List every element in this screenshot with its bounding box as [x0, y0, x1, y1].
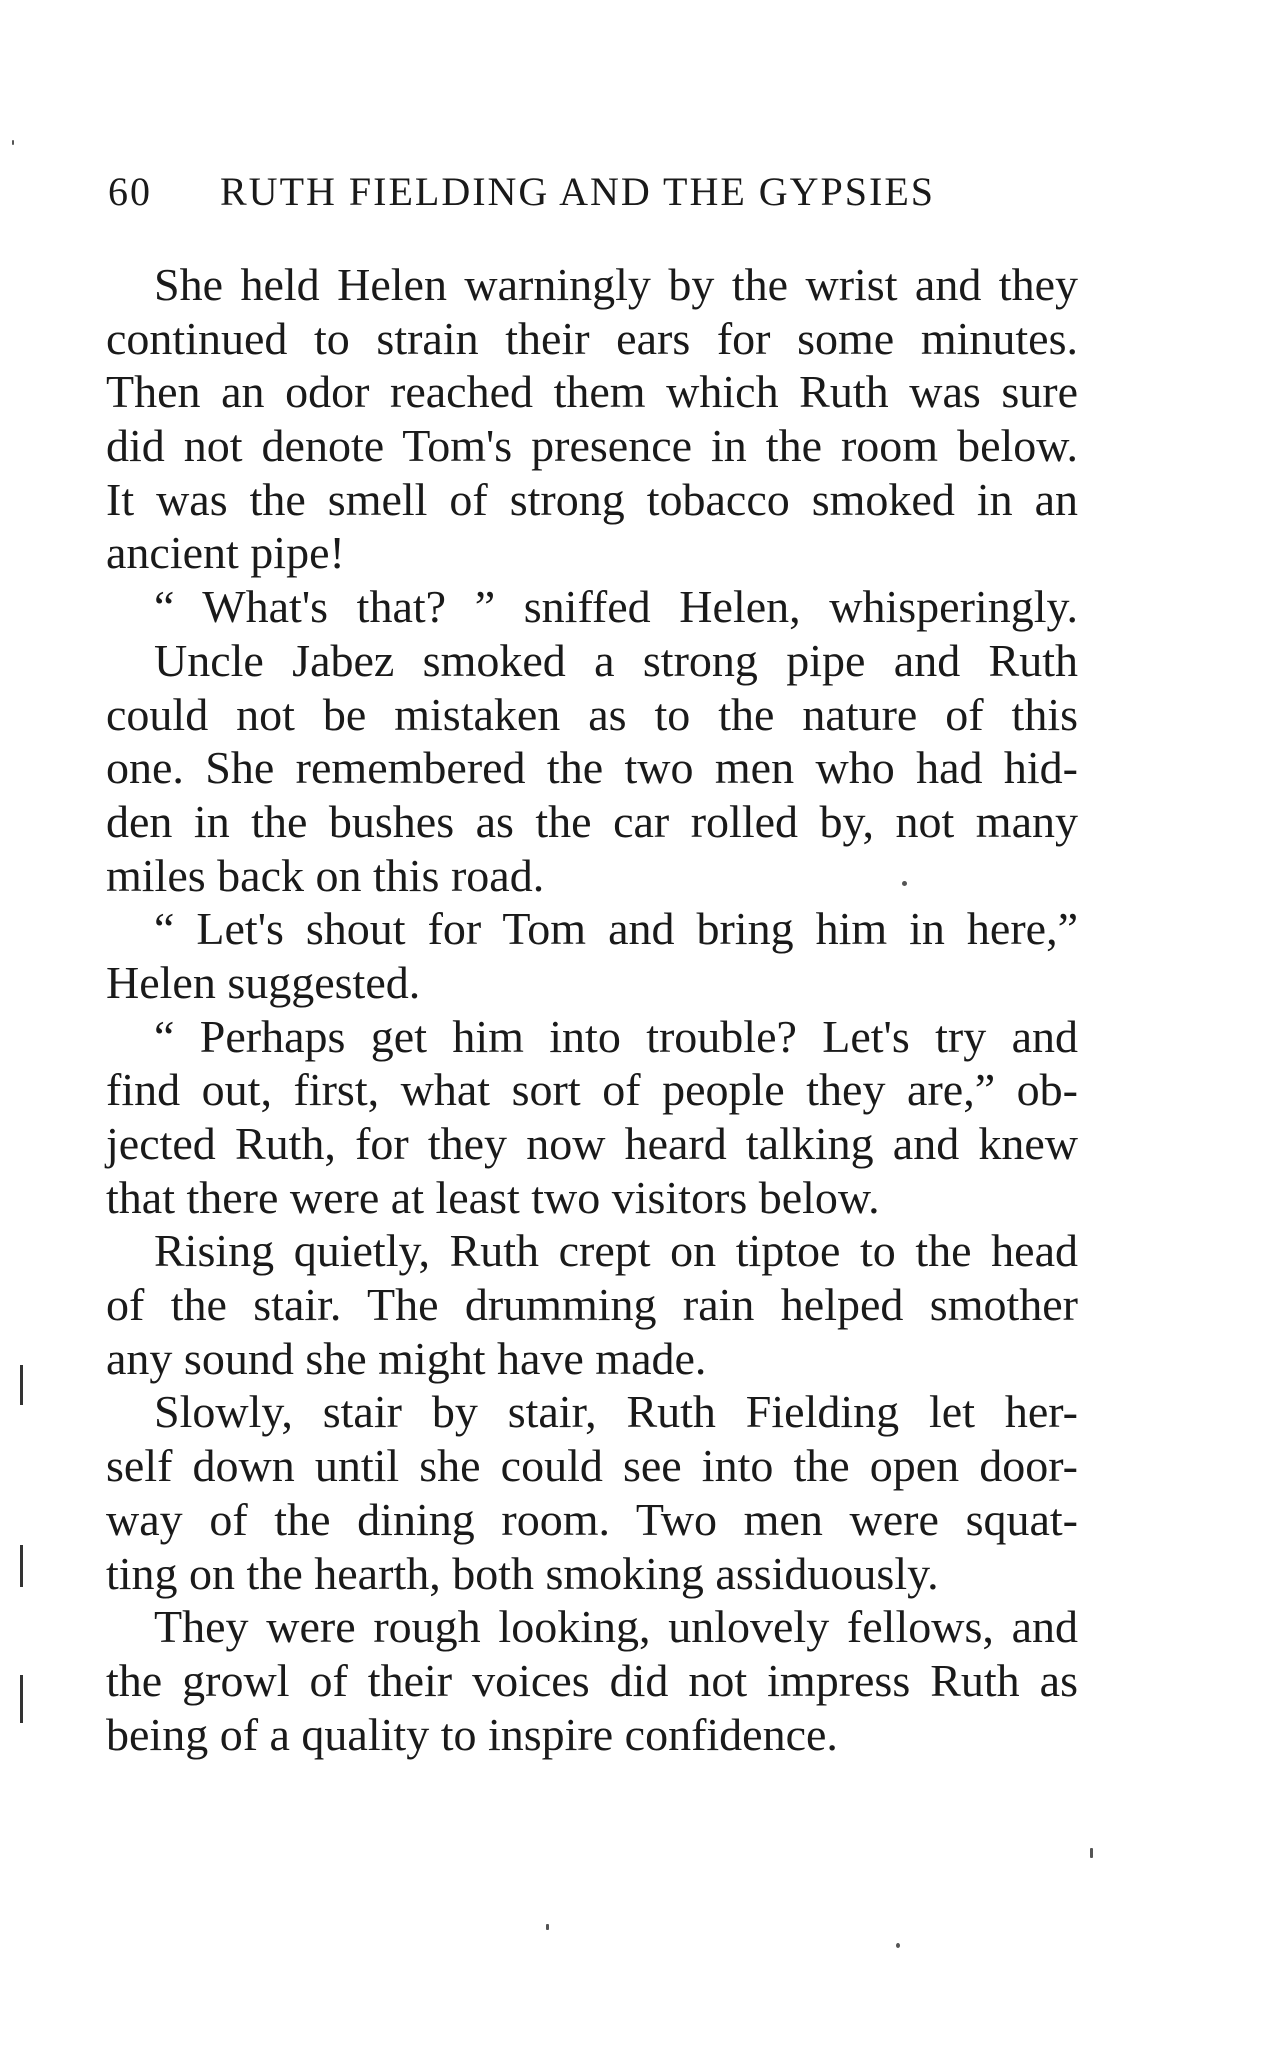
text-line: “ What's that? ” sniffed Helen, whisperingly.	[154, 581, 1078, 633]
scan-margin-mark	[20, 1545, 23, 1587]
page-number: 60	[108, 169, 152, 214]
page-header	[108, 168, 1068, 228]
scan-margin-mark	[20, 1675, 23, 1723]
text-line: one. She remembered the two men who had hid-	[106, 742, 1078, 794]
text-line: “ Perhaps get him into trouble? Let's try and	[154, 1010, 1078, 1062]
body-text	[106, 258, 1078, 1761]
text-line: miles back on this road.	[106, 849, 545, 901]
text-line: den in the bushes as the car rolled by, not many	[106, 795, 1078, 847]
text-line: ancient pipe!	[106, 527, 345, 579]
text-line: ting on the hearth, both smoking assiduously.	[106, 1547, 939, 1599]
text-line: self down until she could see into the open door-	[106, 1440, 1078, 1492]
text-line: jected Ruth, for they now heard talking and knew	[106, 1118, 1078, 1169]
text-line: find out, first, what sort of people they are,” ob-	[106, 1064, 1078, 1116]
scan-speck	[1090, 1848, 1093, 1858]
text-line: Uncle Jabez smoked a strong pipe and Ruth	[154, 634, 1078, 686]
text-line: the growl of their voices did not impress Ruth as	[106, 1654, 1078, 1706]
text-line: Rising quietly, Ruth crept on tiptoe to the head	[154, 1225, 1078, 1277]
scan-speck	[12, 140, 14, 145]
scan-speck	[546, 1924, 549, 1930]
text-line: Slowly, stair by stair, Ruth Fielding let her-	[154, 1386, 1078, 1438]
text-line: They were rough looking, unlovely fellows, and	[154, 1601, 1078, 1653]
text-line: could not be mistaken as to the nature of this	[106, 688, 1078, 740]
text-line: “ Let's shout for Tom and bring him in here,”	[154, 903, 1078, 955]
text-line: any sound she might have made.	[106, 1332, 707, 1384]
running-title: RUTH FIELDING AND THE GYPSIES	[220, 169, 936, 214]
text-line: of the stair. The drumming rain helped smother	[106, 1279, 1078, 1331]
text-line: being of a quality to inspire confidence.	[106, 1708, 838, 1760]
text-line: that there were at least two visitors below.	[106, 1171, 880, 1223]
scan-speck	[896, 1943, 900, 1948]
scan-margin-mark	[20, 1365, 23, 1405]
text-line: Then an odor reached them which Ruth was sure	[106, 366, 1078, 418]
scan-speck	[902, 881, 907, 886]
text-line: It was the smell of strong tobacco smoked in an	[106, 473, 1078, 525]
text-line: did not denote Tom's presence in the room below.	[106, 420, 1078, 472]
text-line: continued to strain their ears for some minutes.	[106, 312, 1078, 364]
text-line: She held Helen warningly by the wrist and they	[154, 259, 1078, 310]
text-line: way of the dining room. Two men were squat-	[106, 1493, 1078, 1545]
text-line: Helen suggested.	[106, 956, 421, 1008]
